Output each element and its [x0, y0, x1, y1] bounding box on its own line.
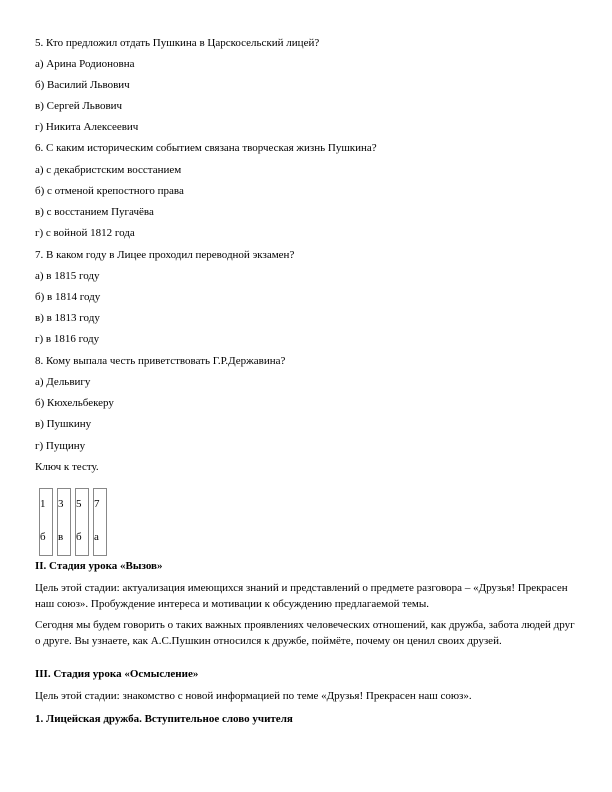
stage3-goal-paragraph: Цель этой стадии: знакомство с новой информацией по теме «Друзья! Прекрасен наш союз».: [35, 690, 472, 702]
option-8a: а) Дельвигу: [35, 376, 91, 388]
stage2-heading: II. Стадия урока «Вызов»: [35, 560, 163, 572]
key-answer-cell: б: [39, 519, 53, 556]
key-number-cell: 7: [93, 488, 107, 519]
stage2-intro-paragraph: Сегодня мы будем говорить о таких важных проявлениях человеческих отношений, как дружба, забота людей друг о друге. Вы узнаете, как А.С.Пушкин относился к дружбе, поймёте, почему он ценил своих друзей.: [35, 619, 575, 647]
option-7d: г) в 1816 году: [35, 333, 100, 345]
option-6a: а) с декабристским восстанием: [35, 164, 182, 176]
answer-key-table: [35, 488, 111, 556]
option-5d: г) Никита Алексеевич: [35, 121, 139, 133]
question-5: 5. Кто предложил отдать Пушкина в Царскосельский лицей?: [35, 37, 320, 49]
option-8d: г) Пущину: [35, 440, 86, 452]
option-5c: в) Сергей Львович: [35, 100, 123, 112]
question-8: 8. Кому выпала честь приветствовать Г.Р.Державина?: [35, 355, 286, 367]
option-7b: б) в 1814 году: [35, 291, 101, 303]
option-6b: б) с отменой крепостного права: [35, 185, 184, 197]
option-8b: б) Кюхельбекеру: [35, 397, 114, 409]
option-7c: в) в 1813 году: [35, 312, 100, 324]
key-answer-cell: в: [57, 519, 71, 556]
key-number-cell: 1: [39, 488, 53, 519]
option-6c: в) с восстанием Пугачёва: [35, 206, 154, 218]
question-6: 6. С каким историческим событием связана творческая жизнь Пушкина?: [35, 142, 377, 154]
option-6d: г) с войной 1812 года: [35, 227, 135, 239]
stage2-goal-paragraph: Цель этой стадии: актуализация имеющихся знаний и представлений о предмете разговора – «Друзья! Прекрасен наш союз». Пробуждение интереса и мотивации к обсуждению предлагаемой темы.: [35, 582, 568, 610]
question-7: 7. В каком году в Лицее проходил переводной экзамен?: [35, 249, 295, 261]
key-answer-cell: б: [75, 519, 89, 556]
option-8c: в) Пушкину: [35, 418, 92, 430]
stage3-heading: III. Стадия урока «Осмысление»: [35, 668, 199, 680]
option-5a: а) Арина Родионовна: [35, 58, 135, 70]
option-7a: а) в 1815 году: [35, 270, 100, 282]
key-number-cell: 5: [75, 488, 89, 519]
key-title: Ключ к тесту.: [35, 461, 99, 473]
option-5b: б) Василий Львович: [35, 79, 130, 91]
key-answer-cell: а: [93, 519, 107, 556]
stage3-subheading: 1. Лицейская дружба. Вступительное слово учителя: [35, 713, 293, 725]
key-number-cell: 3: [57, 488, 71, 519]
